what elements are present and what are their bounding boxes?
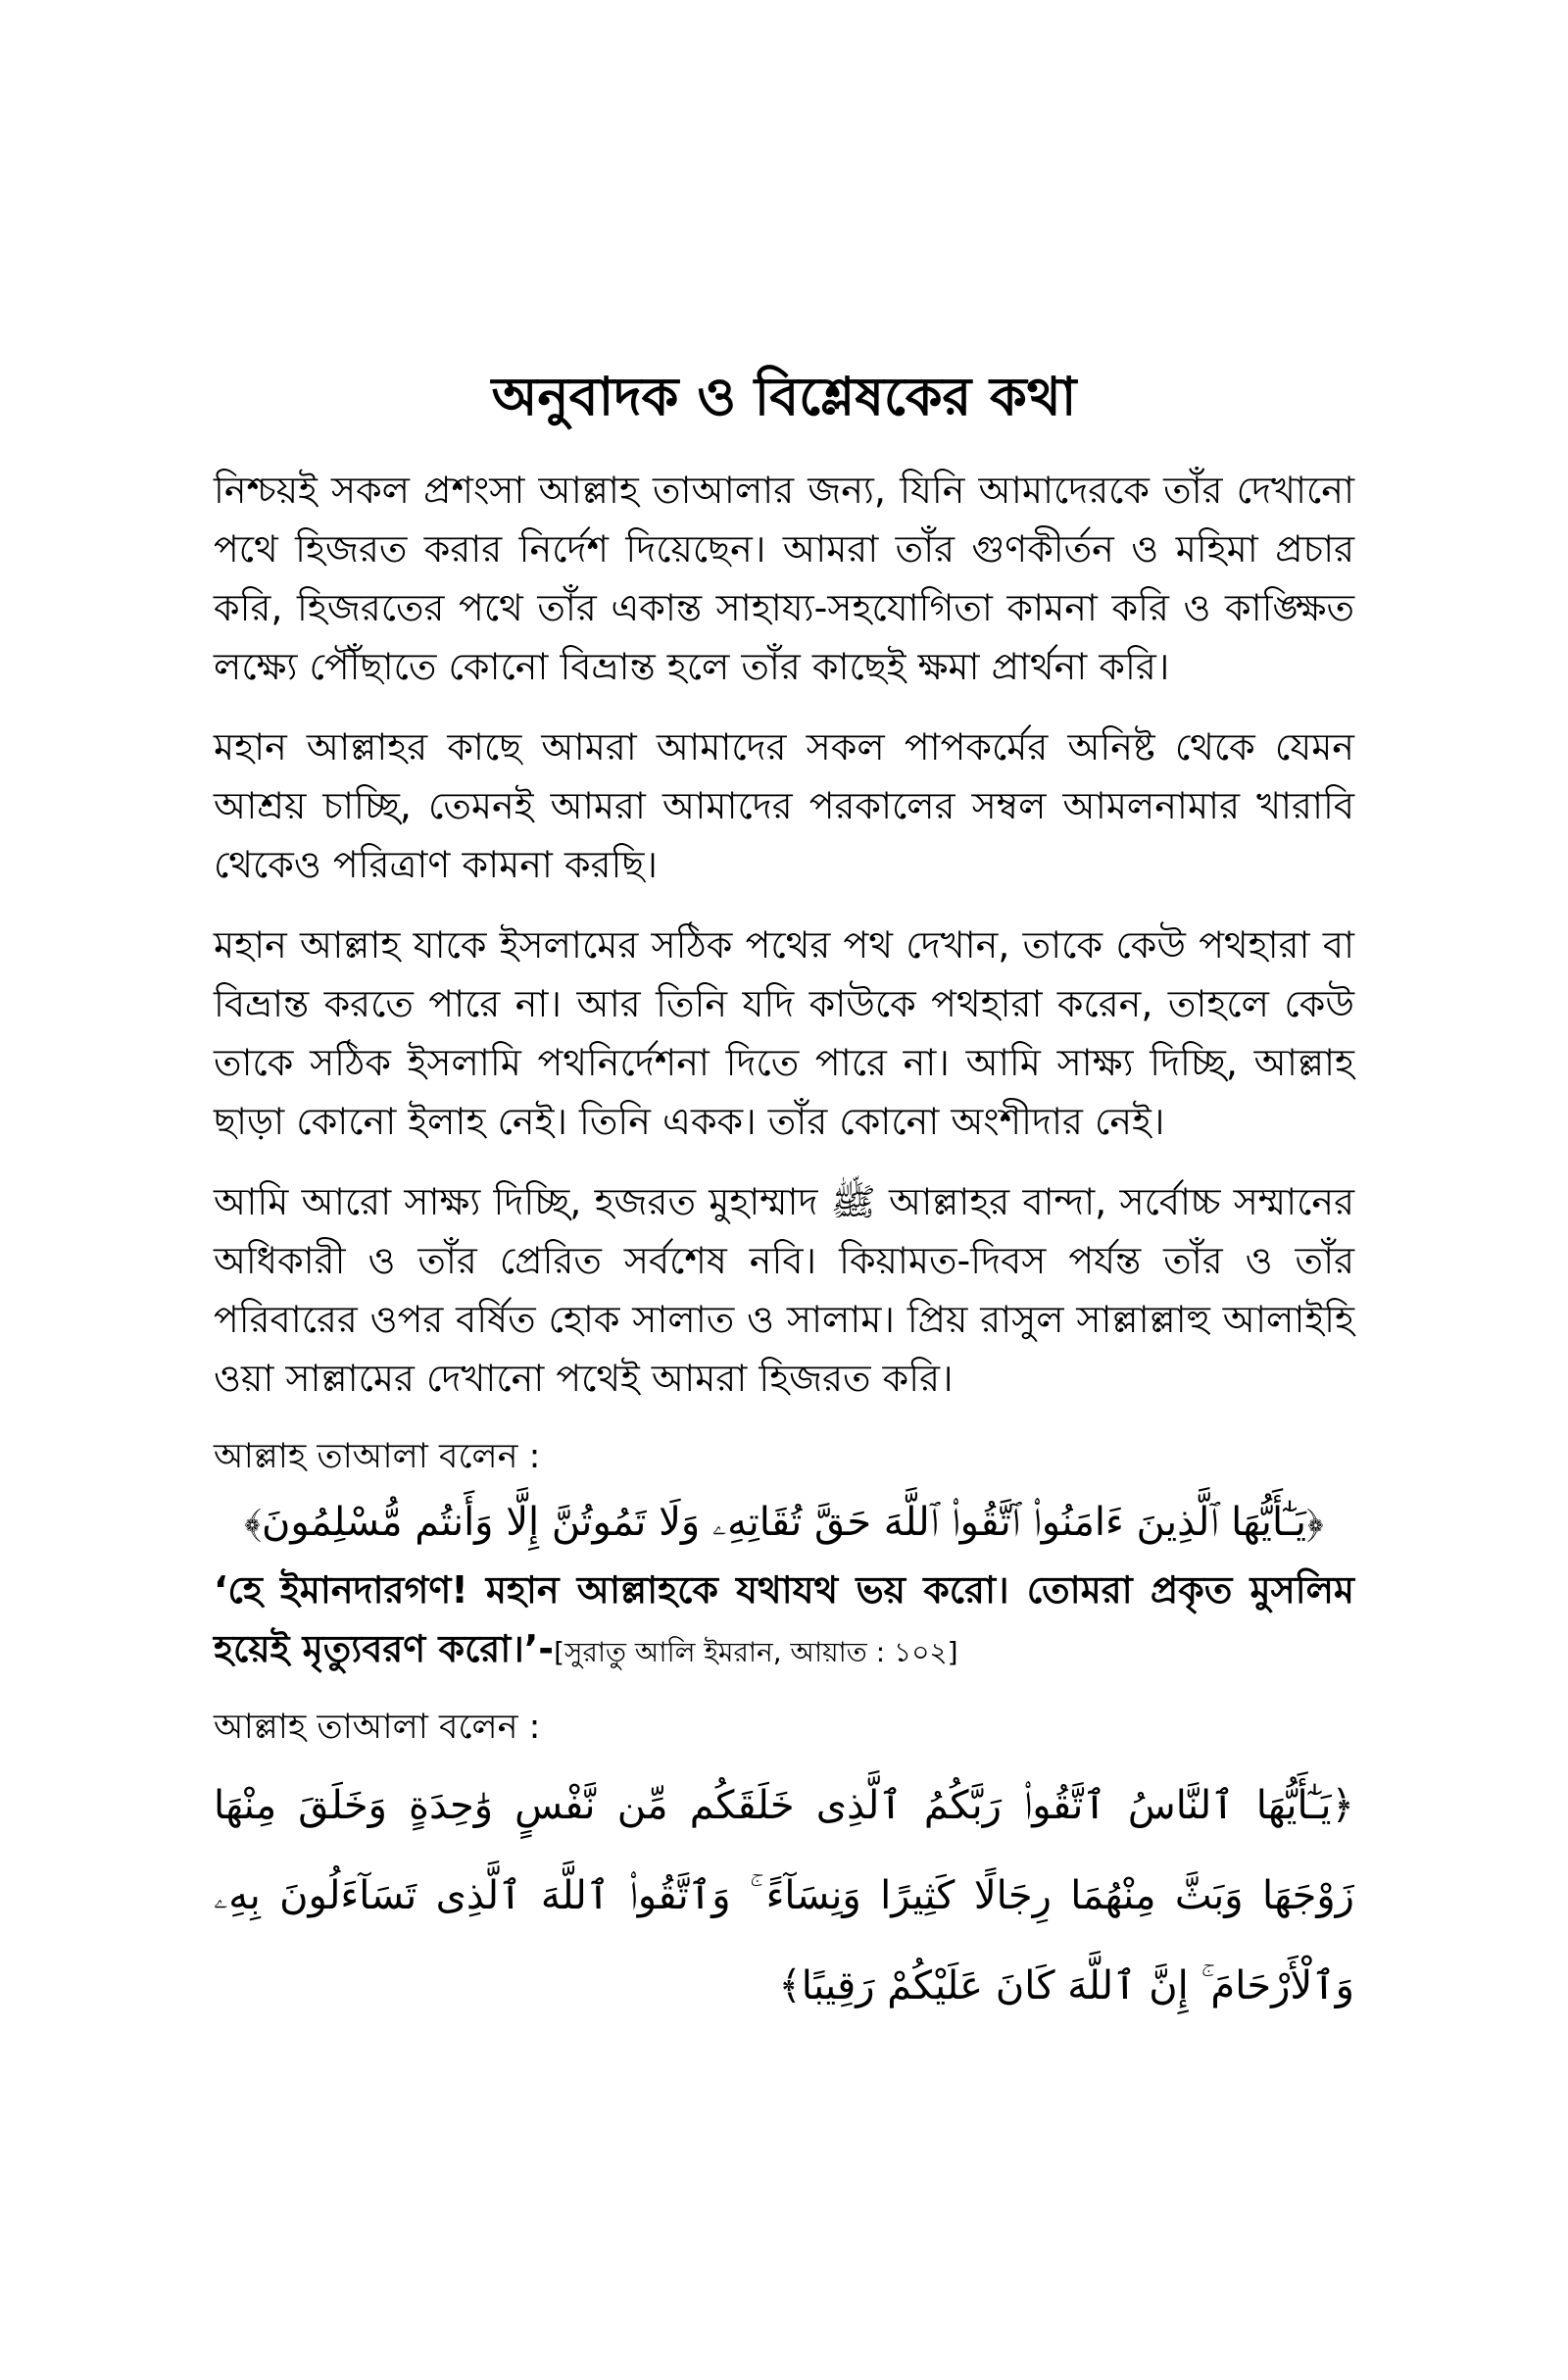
quote1-arabic-verse: ﴿يَـٰٓأَيُّهَا ٱلَّذِينَ ءَامَنُوا۟ ٱتَّقُوا۟ ٱللَّهَ حَقَّ تُقَاتِهِۦ وَلَا تَمُوتُنَّ إِلَّا وَأَنتُم مُّسْلِمُونَ﴾	[244, 1500, 1324, 1545]
quote1-label: আল্লাহ তাআলা বলেন :	[214, 1437, 541, 1476]
quote2-arabic-verse: ﴿يَـٰٓأَيُّهَا ٱلنَّاسُ ٱتَّقُوا۟ رَبَّكُمُ ٱلَّذِى خَلَقَكُم مِّن نَّفْسٍ وَٰحِدَةٍ وَخَلَقَ مِنْهَا زَوْجَهَا وَبَثَّ مِنْهُمَا رِجَالًا كَثِيرًا وَنِسَآءً ۚ وَٱتَّقُوا۟ ٱللَّهَ ٱلَّذِى تَسَآءَلُونَ بِهِۦ وَٱلْأَرْحَامَ ۚ إِنَّ ٱللَّهَ كَانَ عَلَيْكُمْ رَقِيبًا﴾	[214, 1783, 1354, 2008]
page-title: অনুবাদক ও বিশ্লেষকের কথা	[491, 366, 1077, 427]
quote1-reference: [সুরাতু আলি ইমরান, আয়াত : ১০২]	[554, 1636, 958, 1668]
paragraph-praise: নিশ্চয়ই সকল প্রশংসা আল্লাহ তাআলার জন্য, যিনি আমাদেরকে তাঁর দেখানো পথে হিজরত করার নির্দেশ দিয়েছেন। আমরা তাঁর গুণকীর্তন ও মহিমা প্রচার করি, হিজরতের পথে তাঁর একান্ত সাহায্য-সহযোগিতা কামনা করি ও কাঙ্ক্ষিত লক্ষ্যে পৌঁছাতে কোনো বিভ্রান্ত হলে তাঁর কাছেই ক্ষমা প্রার্থনা করি।	[214, 469, 1354, 688]
quote1-translation-text: ‘হে ইমানদারগণ! মহান আল্লাহকে যথাযথ ভয় করো। তোমরা প্রকৃত মুসলিম হয়েই মৃত্যুবরণ করো।’-	[214, 1568, 1354, 1670]
quote1-translation	[214, 1561, 1354, 1682]
paragraph-refuge: মহান আল্লাহর কাছে আমরা আমাদের সকল পাপকর্মের অনিষ্ট থেকে যেমন আশ্রয় চাচ্ছি, তেমনই আমরা আমাদের পরকালের সম্বল আমলনামার খারাবি থেকেও পরিত্রাণ কামনা করছি।	[214, 725, 1354, 886]
paragraph-guidance: মহান আল্লাহ যাকে ইসলামের সঠিক পথের পথ দেখান, তাকে কেউ পথহারা বা বিভ্রান্ত করতে পারে না। আর তিনি যদি কাউকে পথহারা করেন, তাহলে কেউ তাকে সঠিক ইসলামি পথনির্দেশনা দিতে পারে না। আমি সাক্ষ্য দিচ্ছি, আল্লাহ ছাড়া কোনো ইলাহ নেই। তিনি একক। তাঁর কোনো অংশীদার নেই।	[214, 923, 1354, 1143]
quote2-label: আল্লাহ তাআলা বলেন :	[214, 1708, 541, 1747]
paragraph-testimony: আমি আরো সাক্ষ্য দিচ্ছি, হজরত মুহাম্মাদ ﷺ আল্লাহর বান্দা, সর্বোচ্চ সম্মানের অধিকারী ও তাঁর প্রেরিত সর্বশেষ নবি। কিয়ামত-দিবস পর্যন্ত তাঁর ও তাঁর পরিবারের ওপর বর্ষিত হোক সালাত ও সালাম। প্রিয় রাসুল সাল্লাল্লাহু আলাইহি ওয়া সাল্লামের দেখানো পথেই আমরা হিজরত করি।	[214, 1180, 1354, 1400]
